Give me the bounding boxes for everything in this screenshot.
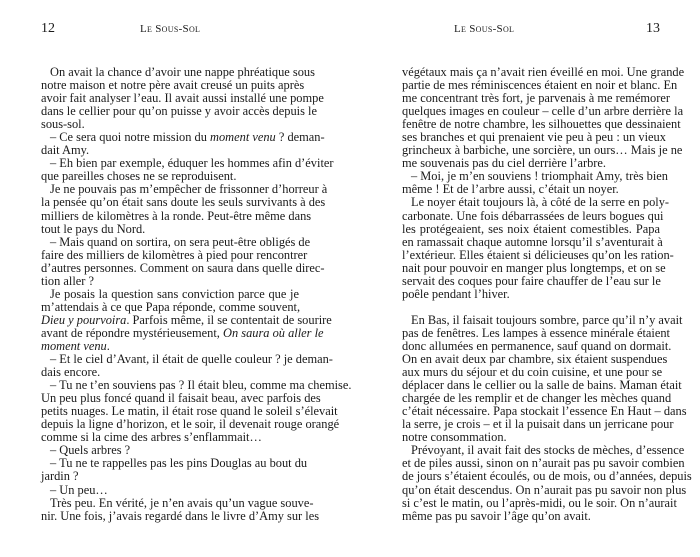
line-text: si c’est le matin, ou l’après-midi, ou le soir. On n’aurait — [402, 495, 677, 510]
line-text: comme si la cime des arbres s’enflammait… — [41, 430, 262, 445]
line-text: c’était nécessaire. Papa stockait l’essence En Haut – dans — [402, 404, 687, 419]
line-text: nait pour pouvoir en manger plus longtemps, et on se — [402, 260, 666, 275]
italic-text: On saura où aller le — [223, 325, 324, 340]
line-text: – Un peu… — [50, 482, 108, 497]
right-page — [350, 0, 700, 557]
page-number: 13 — [646, 21, 660, 36]
body-text — [402, 65, 692, 523]
line-text: me souvenais pas du ciel derrière l’arbre. — [402, 156, 607, 171]
line-text: de jours s’étaient écoulés, ou de mois, ou d’années, depuis — [402, 469, 692, 484]
line-text: même ! Et de l’arbre aussi, c’était un noyer. — [402, 182, 619, 197]
line-text: grincheux à barbiche, une sorcière, un ours… Mais je ne — [402, 143, 683, 158]
line-text: fenêtre de notre chambre, les silhouettes que dessinaient — [402, 117, 681, 132]
line-text: pas de fenêtres. Les lampes à essence minérale étaient — [402, 325, 670, 340]
line-text: les protégeaient, ses noix étaient comestibles. Papa — [402, 221, 660, 236]
body-text — [41, 65, 352, 523]
line-text: notre maison et notre père avait creusé un puits après — [41, 78, 305, 93]
italic-text: moment venu — [41, 338, 107, 353]
text-line — [41, 456, 308, 471]
text-line — [402, 288, 660, 301]
line-text: – Eh bien par exemple, éduquer les hommes afin d’éviter — [50, 156, 334, 171]
line-text: tion aller ? — [41, 273, 94, 288]
line-text: – Tu ne te rappelles pas les pins Douglas au bout du — [50, 456, 308, 471]
text-line — [402, 510, 660, 523]
line-text: dait Amy. — [41, 143, 90, 158]
line-text: Je ne pouvais pas m’empêcher de frissonner d’horreur à — [50, 182, 328, 197]
text-line — [41, 508, 320, 523]
line-text: avoir fait analyser l’eau. Il avait aussi installé une pompe — [41, 91, 324, 106]
italic-text: Dieu y pourvoira — [41, 312, 127, 327]
page-number: 12 — [41, 21, 55, 36]
line-text: dais encore. — [41, 365, 101, 380]
line-text: végétaux mais ça n’avait rien éveillé en moi. Une grande — [402, 65, 685, 79]
line-text: servait des coques pour faire chauffer de l’eau sur le — [402, 273, 661, 288]
line-text: Le noyer était toujours là, à côté de la serre en poly- — [411, 195, 670, 210]
line-text: – Ce sera quoi notre mission du — [50, 130, 211, 145]
line-text: Un peu plus foncé quand il faisait beau, avec parfois des — [41, 391, 321, 406]
line-text: même pas pu savoir l’âge qu’on avait. — [402, 508, 591, 523]
line-text: chargée de les remplir et de changer les mèches quand — [402, 391, 672, 406]
line-text: nir. Une fois, j’avais regardé dans le livre d’Amy sur les — [41, 508, 320, 523]
line-text: poêle pendant l’hiver. — [402, 286, 510, 301]
line-text: la serre, je crois – et il la puisait dans un jerricane pour — [402, 417, 674, 432]
line-text: et de piles aussi, sinon on n’aurait pas pu savoir combien — [402, 456, 685, 471]
line-text: notre consommation. — [402, 430, 507, 445]
italic-text: moment venu — [210, 130, 276, 145]
line-text: sous-sol. — [41, 117, 85, 132]
line-text: déplacer dans le cellier ou la salle de bains. Maman était — [402, 378, 682, 393]
line-text: jardin ? — [41, 469, 79, 484]
line-text: carbonate. Une fois débarrassées de leurs bogues qui — [402, 208, 664, 223]
running-head: Le Sous-Sol — [454, 23, 515, 35]
line-text: partie de mes réminiscences étaient en noir et blanc. En — [402, 78, 678, 93]
line-text: . — [106, 338, 110, 353]
line-text: – Moi, je m’en souviens ! triomphait Amy, très bien — [411, 169, 668, 184]
line-text: On avait la chance d’avoir une nappe phréatique sous — [50, 65, 315, 79]
line-text: me concentrant très fort, je parvenais à me remémorer — [402, 91, 670, 106]
line-text: milliers de kilomètres à la ronde. Peut-être même dans — [41, 208, 312, 223]
line-text: la pensée qu’on était sans doute les seuls survivants à des — [41, 195, 326, 210]
line-text: faire des milliers de kilomètres à pied pour rencontrer — [41, 247, 308, 262]
running-head: Le Sous-Sol — [140, 23, 201, 35]
line-text: petits nuages. Le matin, il était rose quand le soleil s’élevait — [41, 404, 338, 419]
line-text: – Quels arbres ? — [50, 443, 131, 458]
line-text: qu’on était descendus. On n’aurait pas pu savoir non plus — [402, 482, 687, 497]
line-text: En Bas, il faisait toujours sombre, parce qu’il n’y avait — [411, 312, 683, 327]
line-text: On en avait deux par chambre, six étaient suspendues — [402, 352, 668, 367]
line-text: – Mais quand on sortira, on sera peut-être obligés de — [50, 234, 311, 249]
line-text: – Et le ciel d’Avant, il était de quelle couleur ? je deman- — [50, 352, 333, 367]
line-text: depuis la ligne d’horizon, et le soir, il devenait rouge orangé — [41, 417, 340, 432]
line-text: tout le pays du Nord. — [41, 221, 146, 236]
line-text: Très peu. En vérité, je n’en avais qu’un vague souve- — [50, 495, 314, 510]
line-text: avant de répondre mystérieusement, — [41, 325, 224, 340]
line-text: en ramassait chaque automne lorsqu’il s’aventurait à — [402, 234, 663, 249]
line-text: m’attendais à ce que Papa réponde, comme souvent, — [41, 299, 301, 314]
line-text: l’extérieur. Elles étaient si délicieuses qu’on les ration- — [402, 247, 674, 262]
line-text: dans le cellier pour qu’on puisse y avoir accès depuis le — [41, 104, 317, 119]
line-text: – Tu ne t’en souviens pas ? Il était bleu, comme ma chemise. — [50, 378, 352, 393]
line-text: aux murs du séjour et du coin cuisine, et une pour se — [402, 365, 663, 380]
line-text: Je posais la question sans conviction parce que je — [50, 286, 299, 301]
line-text: ? deman- — [275, 130, 325, 145]
line-text: ses branches et qui prenaient vie peu à peu : un vieux — [402, 130, 666, 145]
line-text: que pareilles choses ne se reproduisent. — [41, 169, 237, 184]
line-text: . Parfois même, il se contentait de sourire — [126, 312, 332, 327]
line-text: Prévoyant, il avait fait des stocks de mèches, d’essence — [411, 443, 685, 458]
line-text: quelques images en couleur – celle d’un arbre derrière la — [402, 104, 684, 119]
line-text: donc allumées en permanence, sauf quand on dormait. — [402, 338, 672, 353]
line-text: d’autres personnes. Comment on saura dans quelle direc- — [41, 260, 325, 275]
